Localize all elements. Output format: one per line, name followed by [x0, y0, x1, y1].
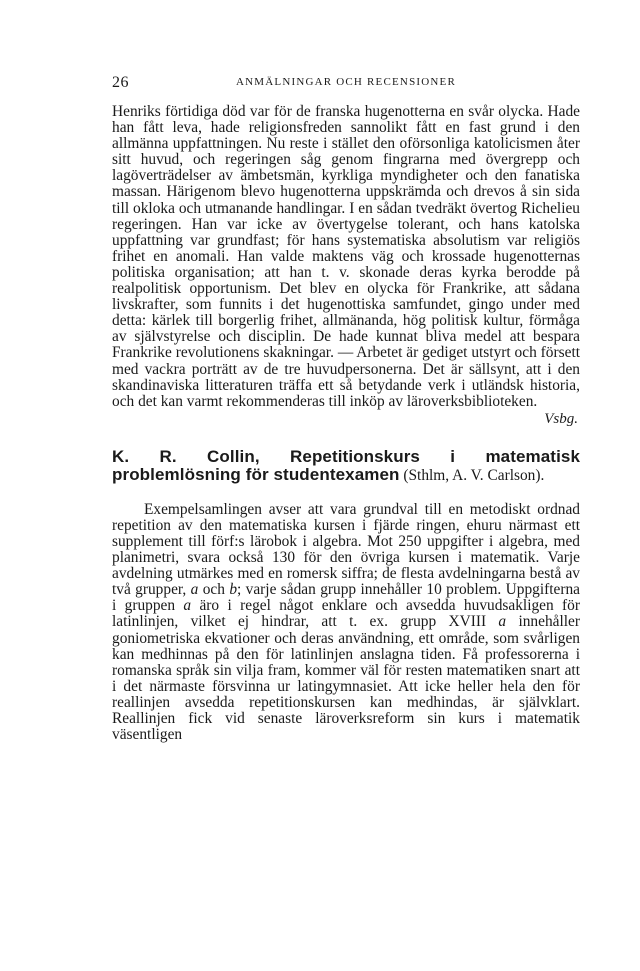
page-number: 26 — [112, 74, 129, 91]
review-text-segment: innehåller goniometriska ekvationer och deras användning, ett område, som svårligen kan medhinnas på den för latinlinjen anslagna tiden. Få professorerna i romanska språk sin vilja fram, kommer väl för resten matematiken snart att i det närmaste försvinna ur latingymnasiet. Att icke heller hela den för reallinjen avsedda repetitionskursen kan medhindas, är självklart. Reallinjen fick vid senaste läroverksreform sin kurs i matematik väsentligen — [112, 613, 580, 744]
review-body-1: Henriks förtidiga död var för de franska hugenotterna en svår olycka. Hade han fått leva, hade religionsfreden sannolikt fått en fast grund i den allmänna uppfattningen. Nu reste i stället den oförsonliga katolicismen åter sitt huvud, och regeringen såg genom fingrarna med övergrepp och lagöverträdelser av ämbetsmän, kyrkliga myndigheter och den fanatiska massan. Härigenom blevo hugenotterna uppskrämda och drevos å sin sida till okloka och utmanande handlingar. I en sådan tvedräkt övertog Richelieu regeringen. Han var icke av övertygelse tolerant, och hans katolska uppfattning var grundfast; för hans systematiska absolutism var religiös frihet en anomali. Han valde maktens väg och krossade hugenotternas politiska organisation; att han t. v. skonade deras kyrka berodde på realpolitisk opportunism. Det blev en olycka för Frankrike, att sådana livskrafter, som funnits i det hugenottiska samfundet, gingo under med detta: kärlek till borgerlig frihet, allmänanda, hög politisk kultur, förmåga av självstyrelse och disciplin. De hade kunnat bliva medel att bespara Frankrike revolutionens skakningar. — Arbetet är gediget utstyrt och försett med vackra porträtt av de tre huvudpersonerna. Det är sällsynt, att i den skandinaviska litteraturen träffa ett så betydande verk i utländsk historia, och det kan varmt rekommenderas till inköp av läroverksbiblioteken. — [112, 103, 580, 410]
publisher-info: (Sthlm, A. V. Carlson). — [403, 466, 545, 484]
running-head-title: ANMÄLNINGAR OCH RECENSIONER — [235, 76, 456, 88]
review-body-2 — [112, 502, 580, 743]
group-symbol-a: a — [190, 581, 199, 599]
book-page — [112, 74, 580, 743]
review-text-segment: ; varje sådan grupp innehåller 10 problem. Uppgifterna i gruppen — [112, 581, 581, 615]
review-text-segment: Exempelsamlingen avser att vara grundval till en metodiskt ordnad repetition av den matematiska kursen i fjärde ringen, ehuru närmast ett supplement till förf:s lärobok i algebra. Mot 250 uppgifter i algebra, med planimetri, svara också 130 för den övriga kursen i matematik. Varje avdelning utmärkes med en romersk siffra; de flesta avdelningarna bestå av två grupper, — [112, 500, 580, 599]
running-head — [112, 74, 580, 96]
reviewer-signature: Vsbg. — [544, 410, 578, 427]
review-text-segment: och — [198, 581, 230, 599]
group-symbol-b: b — [229, 581, 238, 599]
review-heading — [112, 448, 580, 484]
group-symbol-a: a — [498, 613, 507, 631]
group-symbol-a: a — [183, 597, 192, 615]
review-title: K. R. Collin, Repetitionskurs i matematisk problemlösning för studentexamen — [112, 446, 580, 484]
review-text-segment: äro i regel något enklare och avsedda huvudsakligen för latinlinjen, vilket ej hindrar, att t. ex. grupp XVIII — [112, 597, 580, 631]
